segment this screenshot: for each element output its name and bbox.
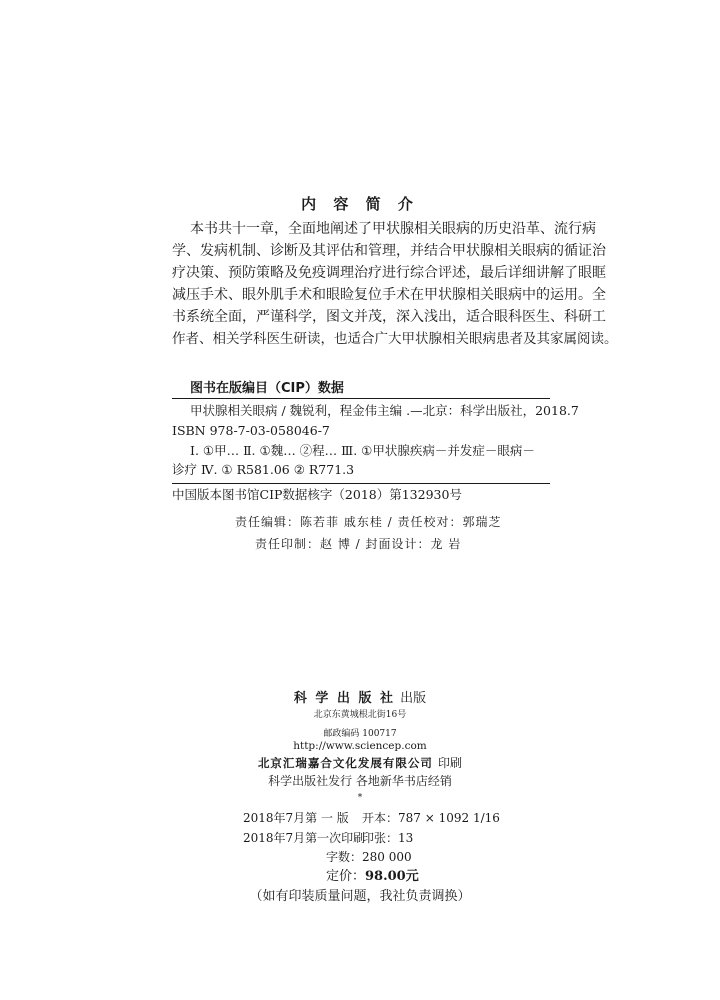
publisher-suffix: 出版 bbox=[400, 691, 427, 706]
summary-line-1: 本书共十一章，全面地阐述了甲状腺相关眼病的历史沿革、流行病 bbox=[190, 221, 596, 237]
cip-classification-line: 诊疗 Ⅳ. ① R581.06 ② R771.3 bbox=[172, 462, 355, 477]
publisher-url: http://www.sciencep.com bbox=[293, 740, 427, 752]
cip-isbn: ISBN 978-7-03-058046-7 bbox=[172, 423, 330, 438]
quality-notice: （如有印装质量问题，我社负责调换） bbox=[249, 889, 471, 904]
summary-line-4: 减压手术、眼外肌手术和眼睑复位手术在甲状腺相关眼病中的运用。全 bbox=[172, 287, 606, 303]
summary-line-5: 书系统全面，严谨科学，图文并茂，深入浅出，适合眼科医生、科研工 bbox=[172, 309, 606, 325]
sheets-line: 印张：13 bbox=[362, 831, 414, 845]
printer-suffix: 印刷 bbox=[438, 756, 463, 770]
summary-title: 内 容 简 介 bbox=[301, 195, 419, 213]
summary-line-2: 学、发病机制、诊断及其评估和管理，并结合甲状腺相关眼病的循证治 bbox=[172, 243, 606, 259]
printer-line bbox=[0, 753, 720, 772]
cip-verification: 中国版本图书馆CIP数据核字（2018）第132930号 bbox=[172, 487, 462, 502]
price-value: 98.00元 bbox=[365, 869, 419, 884]
summary-line-6: 作者、相关学科医生研读，也适合广大甲状腺相关眼病患者及其家属阅读。 bbox=[172, 331, 618, 347]
cip-title-line: 甲状腺相关眼病 / 魏锐利，程金伟主编 .—北京：科学出版社，2018.7 bbox=[190, 403, 579, 418]
edition-line: 2018年7月第 一 版 bbox=[243, 811, 349, 825]
price-line bbox=[326, 867, 419, 886]
summary-line-3: 疗决策、预防策略及免疫调理治疗进行综合评述，最后详细讲解了眼眶 bbox=[172, 265, 606, 281]
cip-subject-line: Ⅰ. ①甲… Ⅱ. ①魏… ②程… Ⅲ. ①甲状腺疾病－并发症－眼病－ bbox=[190, 443, 535, 458]
word-count: 字数：280 000 bbox=[326, 850, 412, 864]
postcode: 邮政编码 100717 bbox=[323, 729, 397, 739]
distribution-line: 科学出版社发行 各地新华书店经销 bbox=[268, 774, 452, 788]
editor-credits: 责任编辑：陈若菲 戚东桂 / 责任校对：郭瑞芝 bbox=[235, 515, 502, 529]
publisher-name: 科 学 出 版 社 bbox=[293, 691, 395, 706]
publisher-line bbox=[0, 688, 720, 708]
format-line: 开本：787 × 1092 1/16 bbox=[362, 811, 500, 825]
cip-bottom-rule bbox=[172, 483, 550, 484]
printing-line: 2018年7月第一次印刷 bbox=[243, 831, 366, 845]
cip-top-rule bbox=[172, 398, 550, 399]
publisher-address: 北京东黄城根北街16号 bbox=[313, 710, 407, 720]
cip-heading: 图书在版编目（CIP）数据 bbox=[190, 381, 344, 396]
price-label: 定价： bbox=[326, 869, 366, 884]
printer-name: 北京汇瑞嘉合文化发展有限公司 bbox=[257, 756, 433, 770]
production-credits: 责任印制：赵 博 / 封面设计：龙 岩 bbox=[255, 537, 462, 551]
separator-star: * bbox=[357, 793, 363, 803]
